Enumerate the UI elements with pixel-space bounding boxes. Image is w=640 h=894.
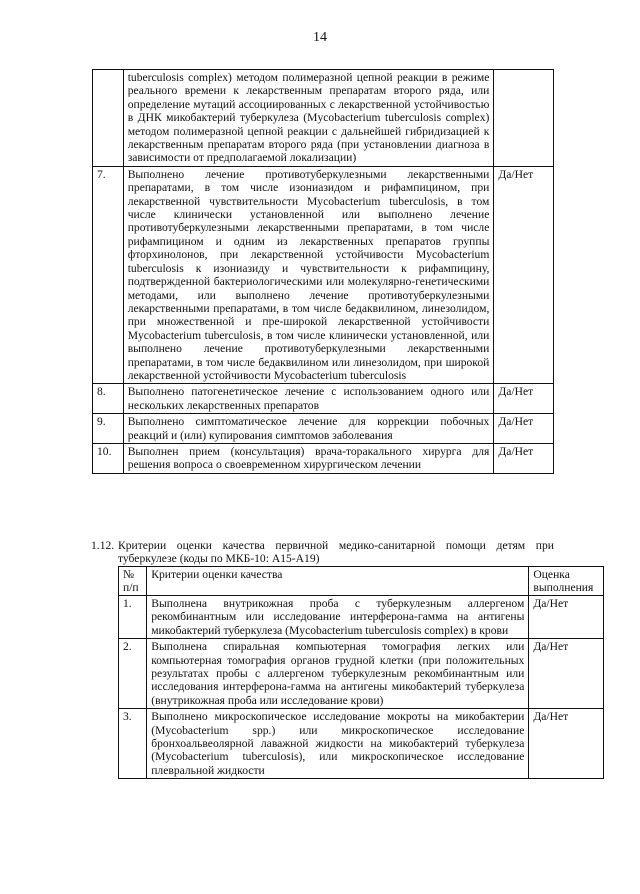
- row-number: 2.: [119, 639, 147, 709]
- section-title: Критерии оценки качества первичной медико-санитарной помощи детям при туберкулезе (коды по МКБ-10: A15-A19): [118, 539, 554, 566]
- criterion-text: Выполнено лечение противотуберкулезными лекарственными препаратами, в том числе изониазидом и рифампицином, при лекарственной чувствительности Mycobacterium tuberculosis, в том числе клинически установленной или выполнено лечение противотуберкулезными лекарственными препаратами, в том числе рифампицином и одним из лекарственных препаратов группы фторхинолонов, при лекарственной устойчивости Mycobacterium tuberculosis к изониазиду и чувствительности к рифампицину, подтвержденной бактериологическими или молекулярно-генетическими методами, или выполнено лечение противотуберкулезными лекарственными препаратами, в том числе бедаквилином, линезолидом, при множественной и пре-широкой лекарственной устойчивости Mycobacterium tuberculosis, в том числе клинически установленной, или выполнено лечение противотуберкулезными лекарственными препаратами, в том числе бедаквилином или линезолидом, при широкой лекарственной устойчивости Mycobacterium tuberculosis: [123, 166, 494, 384]
- evaluation-cell: Да/Нет: [529, 639, 604, 709]
- section-heading: [91, 539, 554, 566]
- row-number: 9.: [93, 414, 124, 444]
- criterion-text: Выполнено микроскопическое исследование мокроты на микобактерии (Mycobacterium spp.) или микроскопическое исследование бронхоальвеолярной лаважной жидкости на микобактерий туберкулеза (Mycobacterium tuberculosis), или микроскопическое исследование плевральной жидкости: [147, 709, 529, 779]
- header-evaluation: Оценка выполнения: [529, 567, 604, 596]
- criterion-text: Выполнено симптоматическое лечение для коррекции побочных реакций и (или) купирования симптомов заболевания: [123, 414, 494, 444]
- row-number: 3.: [119, 709, 147, 779]
- table-row: [119, 709, 604, 779]
- evaluation-cell: Да/Нет: [494, 384, 554, 414]
- row-number: 8.: [93, 384, 124, 414]
- criteria-table-continued: [92, 69, 554, 474]
- header-criteria: Критерии оценки качества: [147, 567, 529, 596]
- evaluation-cell: Да/Нет: [529, 596, 604, 639]
- criterion-text: Выполнено патогенетическое лечение с использованием одного или нескольких лекарственных препаратов: [123, 384, 494, 414]
- section-number: 1.12.: [91, 539, 115, 552]
- page-number: 14: [313, 30, 327, 45]
- table-row: [93, 384, 554, 414]
- criterion-text: Выполнен прием (консультация) врача-торакального хирурга для решения вопроса о своевременном хирургическом лечении: [123, 443, 494, 473]
- table-row: [93, 443, 554, 473]
- evaluation-cell: [494, 70, 554, 167]
- table-row: [93, 166, 554, 384]
- row-number: 7.: [93, 166, 124, 384]
- criterion-text: tuberculosis complex) методом полимеразной цепной реакции в режиме реального времени к лекарственным препаратам второго ряда, или определение мутаций ассоциированных с лекарственной устойчивостью в ДНК микобактерий туберкулеза (Mycobacterium tuberculosis complex) методом полимеразной цепной реакции с дальнейшей гибридизацией к лекарственным препаратам второго ряда (при установлении диагноза в зависимости от предполагаемой локализации): [123, 70, 494, 167]
- row-number: 1.: [119, 596, 147, 639]
- evaluation-cell: Да/Нет: [494, 166, 554, 384]
- evaluation-cell: Да/Нет: [529, 709, 604, 779]
- table-row: [119, 639, 604, 709]
- table-row: [93, 414, 554, 444]
- header-number: № п/п: [119, 567, 147, 596]
- evaluation-cell: Да/Нет: [494, 414, 554, 444]
- criterion-text: Выполнена внутрикожная проба с туберкулезным аллергеном рекомбинантным или исследование интерферона-гамма на антигены микобактерий туберкулеза (Mycobacterium tuberculosis complex) в крови: [147, 596, 529, 639]
- evaluation-cell: Да/Нет: [494, 443, 554, 473]
- table-row: [93, 70, 554, 167]
- row-number: [93, 70, 124, 167]
- criteria-table: [118, 566, 604, 779]
- table-header: [119, 567, 604, 596]
- table-row: [119, 596, 604, 639]
- criterion-text: Выполнена спиральная компьютерная томография легких или компьютерная томография органов грудной клетки (при положительных результатах пробы с аллергеном туберкулезным рекомбинантным или исследования интерферона-гамма на антигены микобактерий туберкулеза (внутрикожная проба или исследование крови): [147, 639, 529, 709]
- row-number: 10.: [93, 443, 124, 473]
